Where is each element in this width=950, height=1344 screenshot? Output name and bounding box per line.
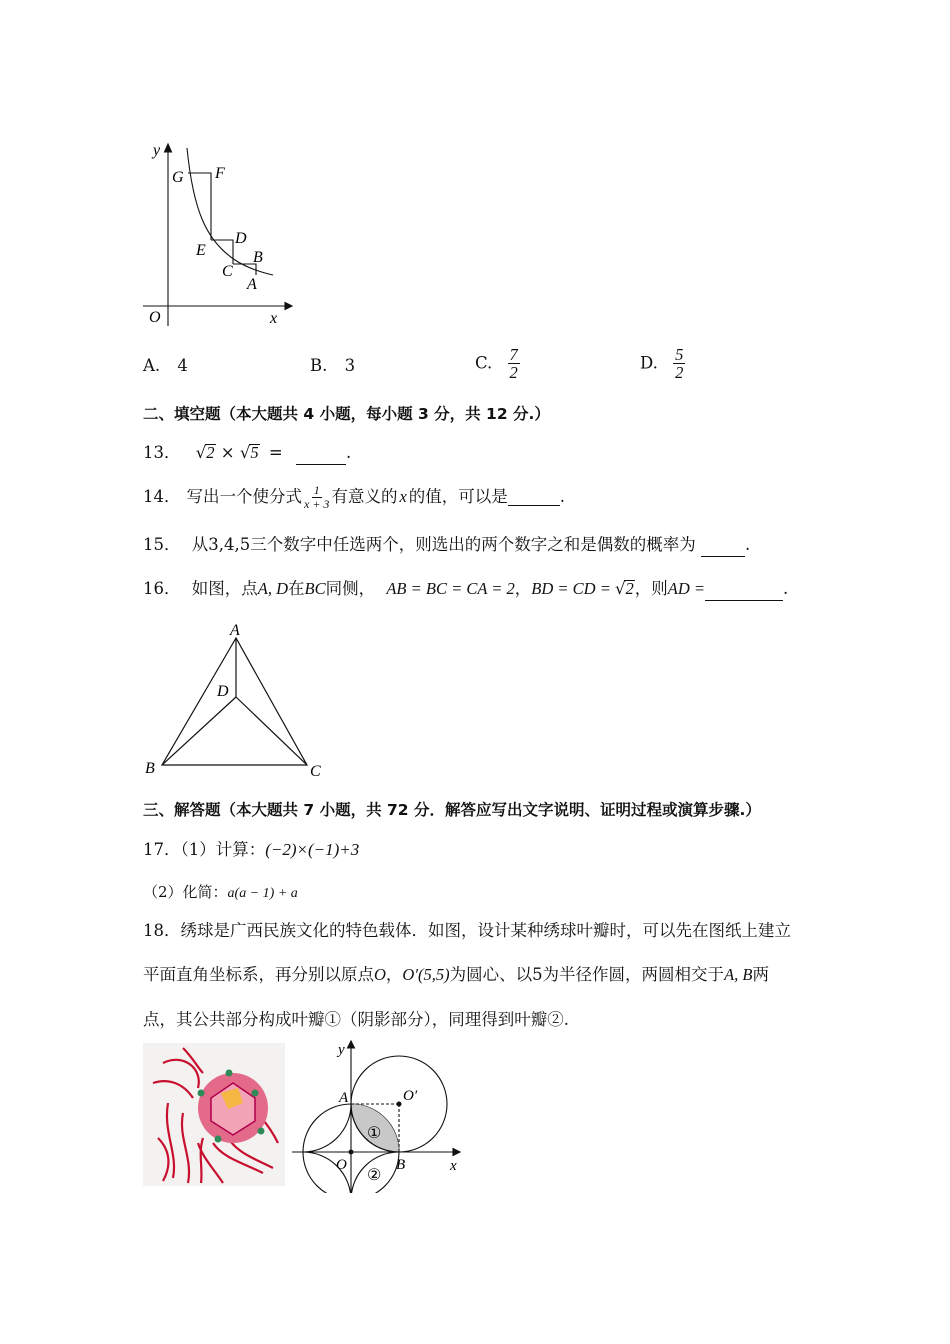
question-15 [143,537,750,557]
q16-cond1: AB = BC = CA = 2 [386,579,515,598]
y-axis-arrow [348,1041,355,1048]
question-17-part1 [143,841,359,859]
label-A: A [230,622,240,639]
period: . [744,535,751,554]
answer-blank[interactable] [701,539,745,557]
label-x: x [450,1158,457,1174]
option-letter: D. [640,353,658,373]
q14-var: x [399,486,407,506]
label-G: G [172,169,184,186]
q18-line2b: 为圆心、以5为半径作圆，两圆相交于 [449,965,725,984]
option-fraction [508,346,520,382]
q17-expr1: (−2)×(−1)+3 [265,840,360,859]
label-C: C [310,763,321,780]
q16-mid: 在 [288,579,305,598]
embroidered-ball-photo [143,1043,285,1186]
question-18-line1 [143,923,791,940]
section2-title: 二、填空题（本大题共 4 小题，每小题 3 分，共 12 分.） [143,405,550,423]
times-sign: × [220,443,235,462]
q16-seg: BC [304,579,326,598]
label-B: B [145,760,155,777]
q18-figure [290,1038,470,1193]
question-13 [143,444,351,465]
q14-fraction [302,484,331,510]
option-value: 4 [177,356,188,375]
option-value: 3 [344,356,356,375]
q12-figure [135,138,295,333]
radicand: 2 [206,443,215,462]
radicand: 5 [250,443,259,462]
x-axis-arrow [453,1149,460,1156]
label-B: B [253,249,263,266]
q17-expr2: a(a − 1) + a [227,886,298,901]
section3-title: 三、解答题（本大题共 7 小题，共 72 分．解答应写出文字说明、证明过程或演算步骤.） [143,801,761,819]
fraction-denominator: x + 3 [304,496,330,511]
label-O: O [336,1157,347,1173]
question-16 [143,580,788,601]
question-17-part2 [143,884,298,901]
point-O-prime [397,1102,402,1107]
label-B: B [396,1157,406,1173]
point-O [349,1150,354,1155]
segment-BD [162,697,236,765]
option-fraction [673,346,685,382]
label-y: y [153,142,161,159]
q14-text-post: 的值，可以是 [408,486,508,506]
q16-ask-pre: ，则 [634,579,668,598]
label-y: y [338,1042,345,1058]
label-O: O [149,309,161,326]
q12-option-d [640,346,685,382]
q16-cond2: BD = CD = [531,579,615,598]
fraction-numerator: 5 [675,345,684,364]
q16-sqrt: √2 [614,579,634,598]
q12-option-b [310,358,355,375]
q16-ask: AD = [667,579,705,598]
q12-option-a [143,358,188,375]
q14-text-pre: 写出一个使分式 [186,486,302,506]
question-number: 14． [143,486,181,506]
option-letter: C. [475,353,493,373]
fraction-denominator: 2 [675,363,684,383]
question-18-line2 [143,967,769,984]
question-number: 13． [143,443,181,462]
q17-part1-label: （1）计算： [180,840,266,859]
q18-line2a: 平面直角坐标系，再分别以原点 [143,965,374,984]
q18-center: O′(5,5) [402,965,450,984]
q16-figure [140,618,340,783]
option-letter: A. [143,356,161,375]
rect-ED [211,240,233,264]
q12-option-c [475,346,520,382]
label-leaf-2: ② [367,1167,382,1184]
q18-sep: ， [385,965,403,984]
y-axis-arrow [165,144,172,152]
option-letter: B. [310,356,328,375]
q18-line1: 绣球是广西民族文化的特色载体．如图，设计某种绣球叶瓣时，可以先在图纸上建立 [180,921,791,940]
label-A: A [247,276,257,293]
question-number: 17． [143,840,181,859]
q17-part2-label: （2）化简： [143,883,228,901]
petal-arc-left [303,1104,351,1152]
answer-blank[interactable] [508,488,560,506]
answer-blank[interactable] [296,447,346,465]
period: . [559,486,566,506]
question-number: 15． [143,535,181,554]
q16-sep: ， [514,579,532,598]
question-14 [143,484,565,510]
period: . [783,579,789,598]
period: . [345,443,352,462]
label-F: F [215,165,225,182]
sqrt-5: √5 [239,443,259,462]
label-O-prime: O′ [403,1088,418,1104]
q18-line2c: 两 [752,965,769,984]
label-C: C [222,263,233,280]
radicand: 2 [625,579,634,598]
q16-pre: 如图，点 [191,579,258,598]
fraction-numerator: 7 [509,345,518,364]
q18-line3: 点，其公共部分构成叶瓣①（阴影部分），同理得到叶瓣②. [143,1010,569,1029]
question-number: 18． [143,921,181,940]
q18-ab: A, B [724,965,753,984]
q14-text-mid: 有意义的 [331,486,398,506]
label-D: D [235,230,247,247]
equals-sign: = [268,443,283,462]
answer-blank[interactable] [705,583,783,601]
label-leaf-1: ① [367,1125,382,1142]
question-18-line3 [143,1012,569,1029]
q18-origin: O [374,965,386,984]
label-A: A [339,1090,349,1106]
fraction-numerator: 1 [313,483,320,497]
x-axis-arrow [285,303,292,310]
q16-mid2: 同侧， [325,579,376,598]
triangle-ABC [162,638,307,765]
question-number: 16． [143,579,181,598]
q15-text: 从3,4,5三个数字中任选两个，则选出的两个数字之和是偶数的概率为 [191,535,696,554]
sqrt-2: √2 [195,443,215,462]
fraction-denominator: 2 [509,363,518,383]
label-x: x [270,310,278,327]
q16-points: A, D [257,579,288,598]
segment-CD [236,697,307,765]
label-D: D [217,683,229,700]
label-E: E [196,242,206,259]
